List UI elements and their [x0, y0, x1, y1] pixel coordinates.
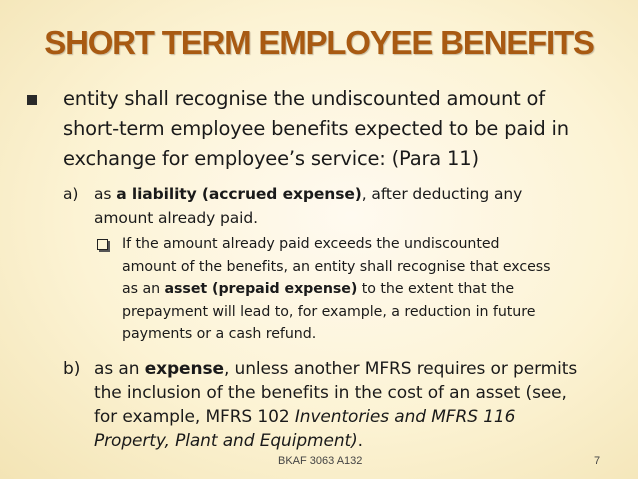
sub-bullet-line-1: If the amount already paid exceeds the undiscounted — [122, 236, 500, 252]
checkbox-bullet-icon — [97, 239, 108, 250]
item-b-italic-title-2: Property, Plant and Equipment) — [94, 431, 358, 451]
item-b-line-4-end: . — [357, 431, 363, 451]
item-b-italic-title: Inventories and MFRS 116 — [294, 407, 516, 427]
item-a-line-2: amount already paid. — [94, 209, 258, 227]
item-a-text-pre: as — [94, 185, 117, 203]
footer-page-number: 7 — [594, 455, 601, 467]
item-b-line-4 — [94, 430, 363, 454]
footer-course-code: BKAF 3063 A132 — [278, 455, 363, 467]
main-paragraph-line-1: entity shall recognise the undiscounted amount of — [63, 87, 545, 110]
item-b-marker: b) — [63, 359, 81, 379]
main-paragraph-line-2: short-term employee benefits expected to be paid in — [63, 117, 569, 140]
item-b-line-1-pre: as an — [94, 359, 145, 379]
item-b-line-3 — [94, 406, 515, 430]
sub-bold-term: asset (prepaid expense) — [164, 281, 358, 297]
main-paragraph-line-3: exchange for employee’s service: (Para 11) — [63, 147, 479, 170]
item-b-bold-term: expense — [144, 359, 224, 379]
sub-bullet-line-2: amount of the benefits, an entity shall recognise that excess — [122, 259, 551, 275]
slide-title: SHORT TERM EMPLOYEE BENEFITS — [44, 24, 594, 61]
item-b-line-2: the inclusion of the benefits in the cost of an asset (see, — [94, 383, 567, 403]
square-bullet-icon — [27, 95, 37, 105]
sub-line-3-post: to the extent that the — [357, 281, 515, 297]
sub-bullet-line-5: payments or a cash refund. — [122, 326, 317, 342]
sub-bullet-line-4: prepayment will lead to, for example, a reduction in future — [122, 304, 536, 320]
sub-line-3-pre: as an — [122, 281, 165, 297]
item-a-text-post: , after deducting any — [361, 185, 523, 203]
item-b-line-1-post: , unless another MFRS requires or permits — [223, 359, 578, 379]
item-b-line-1 — [94, 358, 577, 382]
item-a-line-1 — [94, 182, 522, 206]
item-b-line-3-pre: for example, MFRS 102 — [94, 407, 295, 427]
sub-bullet-line-3 — [122, 278, 514, 300]
item-a-bold-term: a liability (accrued expense) — [116, 185, 362, 203]
item-a-marker: a) — [63, 185, 79, 203]
